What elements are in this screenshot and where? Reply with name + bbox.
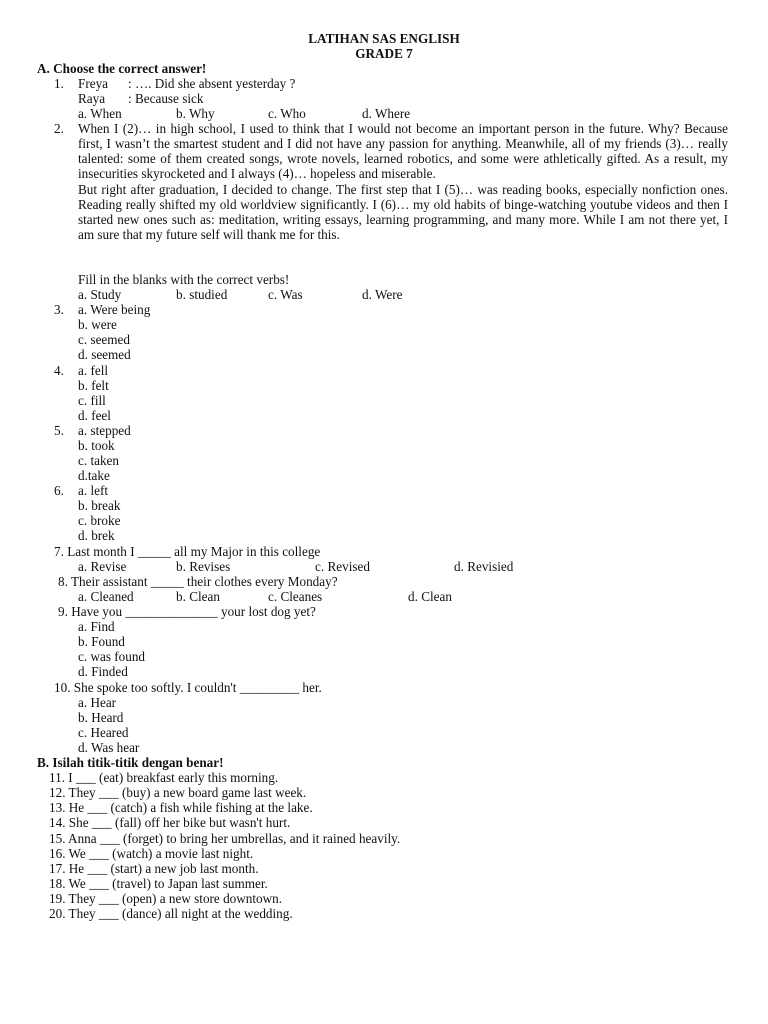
q4-number: 4.	[54, 363, 64, 378]
q6-option-a: a. left	[78, 483, 109, 498]
q2-number: 2.	[54, 121, 64, 136]
q10-option-c: c. Heared	[78, 725, 129, 740]
q6-number: 6.	[54, 483, 64, 498]
q9-question: 9. Have you ______________ your lost dog yet?	[58, 604, 316, 619]
q10-question: 10. She spoke too softly. I couldn't _________ her.	[54, 680, 322, 695]
section-b-item: 12. They ___ (buy) a new board game last week.	[49, 785, 307, 800]
q1-number: 1.	[54, 76, 64, 91]
section-b-item: 17. He ___ (start) a new job last month.	[49, 861, 259, 876]
section-b-item: 15. Anna ___ (forget) to bring her umbrellas, and it rained heavily.	[49, 831, 401, 846]
q2-paragraph-1: When I (2)… in high school, I used to think that I would not become an important person in the future. Why? Because first, I wasn’t the smartest student and I did not have any passion for anything. Meanwhile, all of my friends (3)… really talented: some of them created songs, wrote novels, learned robotics, and some were athletically gifted. As a result, my insecurities skyrocketed and I always (4)… hopeless and miserable.	[78, 121, 728, 182]
q2-option-a: a. Study	[78, 287, 122, 302]
q9-option-c: c. was found	[78, 649, 146, 664]
q6-option-b: b. break	[78, 498, 121, 513]
q1-option-a: a. When	[78, 106, 122, 121]
worksheet-title: LATIHAN SAS ENGLISH	[308, 31, 460, 46]
q10-option-d: d. Was hear	[78, 740, 140, 755]
q1-option-c: c. Who	[268, 106, 306, 121]
q7-question: 7. Last month I _____ all my Major in this college	[54, 544, 321, 559]
q2-instruction: Fill in the blanks with the correct verbs!	[78, 272, 290, 287]
q8-question: 8. Their assistant _____ their clothes every Monday?	[58, 574, 338, 589]
q5-option-c: c. taken	[78, 453, 120, 468]
q6-option-c: c. broke	[78, 513, 121, 528]
q3-option-c: c. seemed	[78, 332, 130, 347]
q5-option-a: a. stepped	[78, 423, 131, 438]
q2-paragraph-2: But right after graduation, I decided to change. The first step that I (5)… was reading books, especially nonfiction ones. Reading really shifted my old worldview significantly. I (6)… my old habits of binge-watching youtube videos and then I started new ones such as: meditation, writing essays, learning programming, and many more. While I am not there yet, I am sure that my future self will thank me for this.	[78, 181, 728, 243]
section-b-item: 19. They ___ (open) a new store downtown.	[49, 891, 283, 906]
q8-option-c: c. Cleanes	[268, 589, 323, 604]
q1-option-b: b. Why	[176, 106, 215, 121]
q7-option-c: c. Revised	[315, 559, 370, 574]
q2-option-d: d. Were	[362, 287, 403, 302]
q1-line-1: : …. Did she absent yesterday ?	[128, 76, 296, 91]
q3-number: 3.	[54, 302, 64, 317]
section-b-item: 16. We ___ (watch) a movie last night.	[49, 846, 254, 861]
section-b-item: 11. I ___ (eat) breakfast early this morning.	[49, 770, 279, 785]
q7-option-d: d. Revisied	[454, 559, 514, 574]
q5-number: 5.	[54, 423, 64, 438]
q9-option-a: a. Find	[78, 619, 115, 634]
q2-option-b: b. studied	[176, 287, 228, 302]
q7-option-b: b. Revises	[176, 559, 231, 574]
q3-option-a: a. Were being	[78, 302, 151, 317]
q4-option-d: d. feel	[78, 408, 111, 423]
q4-option-b: b. felt	[78, 378, 109, 393]
q2-passage	[78, 121, 728, 242]
q1-speaker-1: Freya	[78, 76, 109, 91]
q4-option-a: a. fell	[78, 363, 109, 378]
q5-option-b: b. took	[78, 438, 115, 453]
worksheet-grade: GRADE 7	[355, 46, 413, 61]
q2-option-c: c. Was	[268, 287, 303, 302]
section-b-heading: B. Isilah titik-titik dengan benar!	[37, 755, 224, 770]
q9-option-b: b. Found	[78, 634, 125, 649]
q1-line-2: : Because sick	[128, 91, 204, 106]
q8-option-a: a. Cleaned	[78, 589, 134, 604]
section-b-item: 13. He ___ (catch) a fish while fishing at the lake.	[49, 800, 313, 815]
q5-option-d: d.take	[78, 468, 110, 483]
q1-option-d: d. Where	[362, 106, 411, 121]
q9-option-d: d. Finded	[78, 664, 128, 679]
section-b-item: 14. She ___ (fall) off her bike but wasn't hurt.	[49, 815, 291, 830]
section-a-heading: A. Choose the correct answer!	[37, 61, 207, 76]
q10-option-a: a. Hear	[78, 695, 117, 710]
section-b-item: 18. We ___ (travel) to Japan last summer.	[49, 876, 268, 891]
q3-option-d: d. seemed	[78, 347, 131, 362]
q8-option-b: b. Clean	[176, 589, 220, 604]
q10-option-b: b. Heard	[78, 710, 124, 725]
q3-option-b: b. were	[78, 317, 117, 332]
q7-option-a: a. Revise	[78, 559, 127, 574]
q1-speaker-2: Raya	[78, 91, 106, 106]
q6-option-d: d. brek	[78, 528, 115, 543]
section-b-item: 20. They ___ (dance) all night at the wedding.	[49, 906, 293, 921]
q4-option-c: c. fill	[78, 393, 106, 408]
q8-option-d: d. Clean	[408, 589, 452, 604]
